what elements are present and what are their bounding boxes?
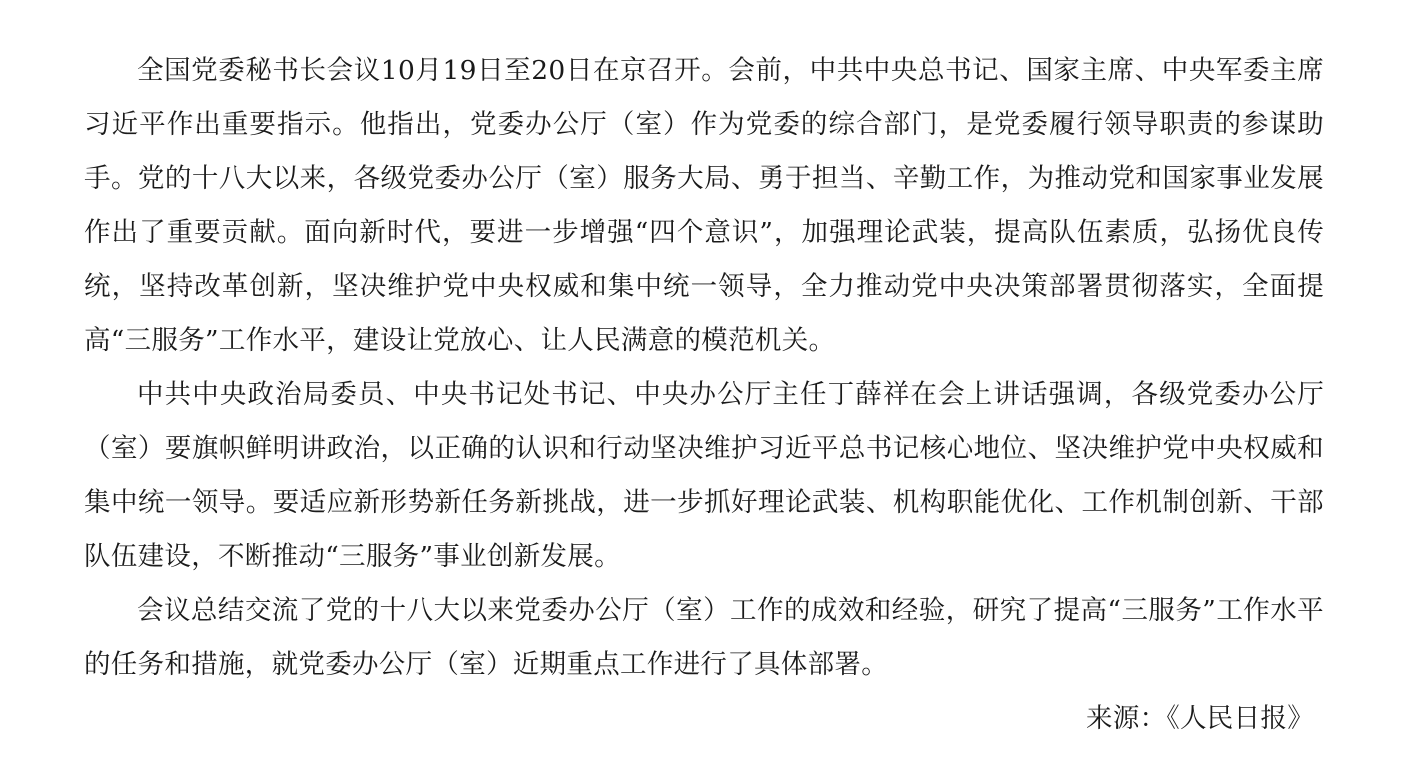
paragraph-2: 中共中央政治局委员、中央书记处书记、中央办公厅主任丁薛祥在会上讲话强调，各级党委办公厅（室）要旗帜鲜明讲政治，以正确的认识和行动坚决维护习近平总书记核心地位、坚决维护党中央权威和集中统一领导。要适应新形势新任务新挑战，进一步抓好理论武装、机构职能优化、工作机制创新、干部队伍建设，不断推动“三服务”事业创新发展。 <box>84 379 1324 572</box>
paragraph-1: 全国党委秘书长会议10月19日至20日在京召开。会前，中共中央总书记、国家主席、中央军委主席习近平作出重要指示。他指出，党委办公厅（室）作为党委的综合部门，是党委履行领导职责的参谋助手。党的十八大以来，各级党委办公厅（室）服务大局、勇于担当、辛勤工作，为推动党和国家事业发展作出了重要贡献。面向新时代，要进一步增强“四个意识”，加强理论武装，提高队伍素质，弘扬优良传统，坚持改革创新，坚决维护党中央权威和集中统一领导，全力推动党中央决策部署贯彻落实，全面提高“三服务”工作水平，建设让党放心、让人民满意的模范机关。 <box>84 55 1324 356</box>
paragraph-3: 会议总结交流了党的十八大以来党委办公厅（室）工作的成效和经验，研究了提高“三服务”工作水平的任务和措施，就党委办公厅（室）近期重点工作进行了具体部署。 <box>84 595 1324 680</box>
source-credit: 来源：《人民日报》 <box>1086 703 1314 734</box>
article-body <box>84 44 1324 746</box>
